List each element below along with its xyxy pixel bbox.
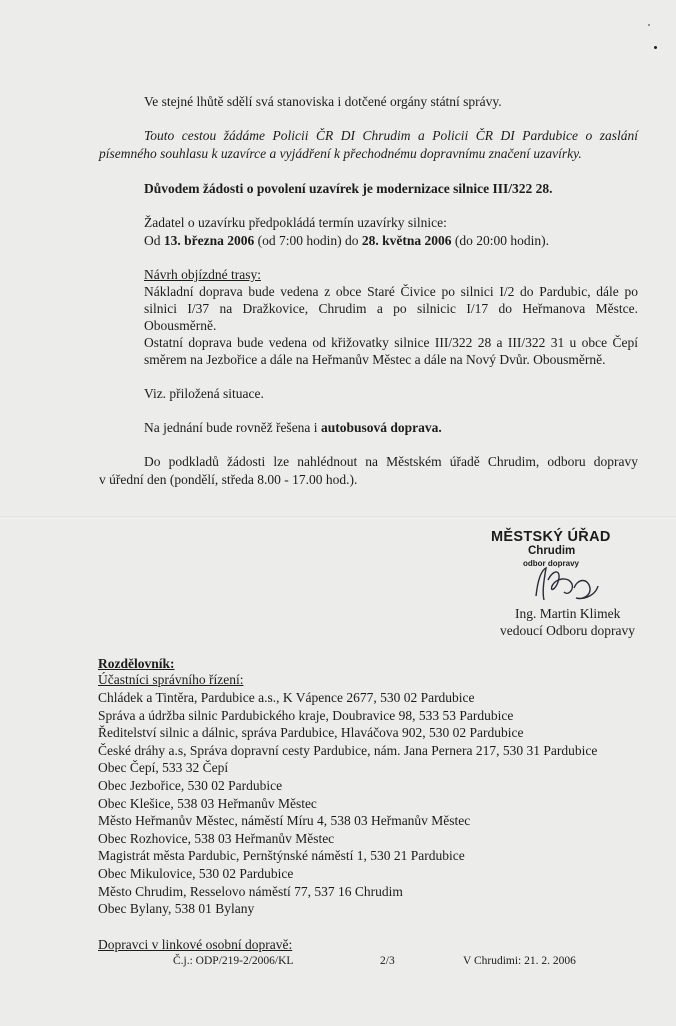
route-line: směrem na Jezbořice a dále na Heřmanův Městec a dále na Nový Dvůr. Obousměrně. [144,352,606,367]
stamp-title: MĚSTSKÝ ÚŘAD [491,529,611,545]
place-date: V Chrudimi: 21. 2. 2006 [463,955,576,967]
speck [654,46,657,49]
carriers-heading: Dopravci v linkové osobní dopravě: [98,937,293,952]
signature [528,558,608,606]
route-line: Nákladní doprava bude vedena z obce Staré Čivice po silnici I/2 do Pardubic, dále po [144,284,638,299]
date-start: 13. března 2006 [163,233,255,248]
distribution-subheading: Účastníci správního řízení: [98,672,244,687]
list-item: Obec Rozhovice, 538 03 Heřmanův Městec [98,830,335,846]
distribution-list [98,689,597,918]
list-item: Obec Mikulovice, 530 02 Pardubice [98,865,294,881]
paragraph-request-line1: Touto cestou žádáme Policii ČR DI Chrudim a Policii ČR DI Pardubice o zaslání [144,128,638,143]
date-end: 28. května 2006 [361,233,452,248]
paragraph-bus: Na jednání bude rovněž řešena i autobusová doprava. [144,420,442,435]
bus-transport: autobusová doprava. [320,420,442,435]
list-item: Obec Jezbořice, 530 02 Pardubice [98,777,283,793]
stamp-city: Chrudim [528,545,576,557]
stamp-dept: odbor dopravy [523,559,580,568]
reference-number: Č.j.: ODP/219-2/2006/KL [173,955,294,967]
paragraph-attachment: Viz. přiložená situace. [144,386,264,401]
paragraph-term-line1: Žadatel o uzavírku předpokládá termín uzavírky silnice: [144,215,447,230]
paragraph-term-line2: Od 13. března 2006 (od 7:00 hodin) do 28. května 2006 (do 20:00 hodin). [144,233,550,248]
signer-role: vedoucí Odboru dopravy [500,623,635,638]
signer-name: Ing. Martin Klimek [515,606,621,621]
list-item: Ředitelství silnic a dálnic, správa Pardubice, Hlaváčova 902, 530 02 Pardubice [98,725,524,741]
route-line: Ostatní doprava bude vedena od křižovatky silnice III/322 28 a III/322 31 u obce Čepí [144,335,638,350]
route-line: Obousměrně. [144,318,217,333]
list-item: Obec Čepí, 533 32 Čepí [98,760,229,776]
paragraph-statements: Ve stejné lhůtě sdělí svá stanoviska i dotčené orgány státní správy. [144,94,502,109]
list-item: Magistrát města Pardubic, Pernštýnské náměstí 1, 530 21 Pardubice [98,848,465,864]
paragraph-documents-line1: Do podkladů žádosti lze nahlédnout na Městském úřadě Chrudim, odboru dopravy [144,454,638,469]
list-item: Město Chrudim, Resselovo náměstí 77, 537 16 Chrudim [98,883,403,899]
route-line: silnici I/37 na Dražkovice, Chrudim a po silnicic I/17 do Heřmanova Městce. [144,301,638,316]
list-item: Správa a údržba silnic Pardubického kraje, Doubravice 98, 533 53 Pardubice [98,707,514,723]
paragraph-reason: Důvodem žádosti o povolení uzavírek je modernizace silnice III/322 28. [144,181,553,196]
speck [648,24,650,26]
list-item: Obec Bylany, 538 01 Bylany [98,901,255,917]
paragraph-documents-line2: v úřední den (pondělí, středa 8.00 - 17.00 hod.). [99,472,358,487]
page-number: 2/3 [380,955,395,967]
list-item: Obec Klešice, 538 03 Heřmanův Městec [98,795,317,811]
list-item: Město Heřmanův Městec, náměstí Míru 4, 538 03 Heřmanův Městec [98,813,471,829]
distribution-heading: Rozdělovník: [98,656,175,671]
list-item: České dráhy a.s, Správa dopravní cesty Pardubice, nám. Jana Pernera 217, 530 31 Pardubice [98,742,598,758]
paragraph-request-line2: písemného souhlasu k uzavírce a vyjádření k přechodnému dopravnímu značení uzavírky. [99,146,582,161]
paper-fold-line [0,516,676,519]
list-item: Chládek a Tintěra, Pardubice a.s., K Vápence 2677, 530 02 Pardubice [98,690,475,705]
route-heading: Návrh objízdné trasy: [144,267,261,282]
